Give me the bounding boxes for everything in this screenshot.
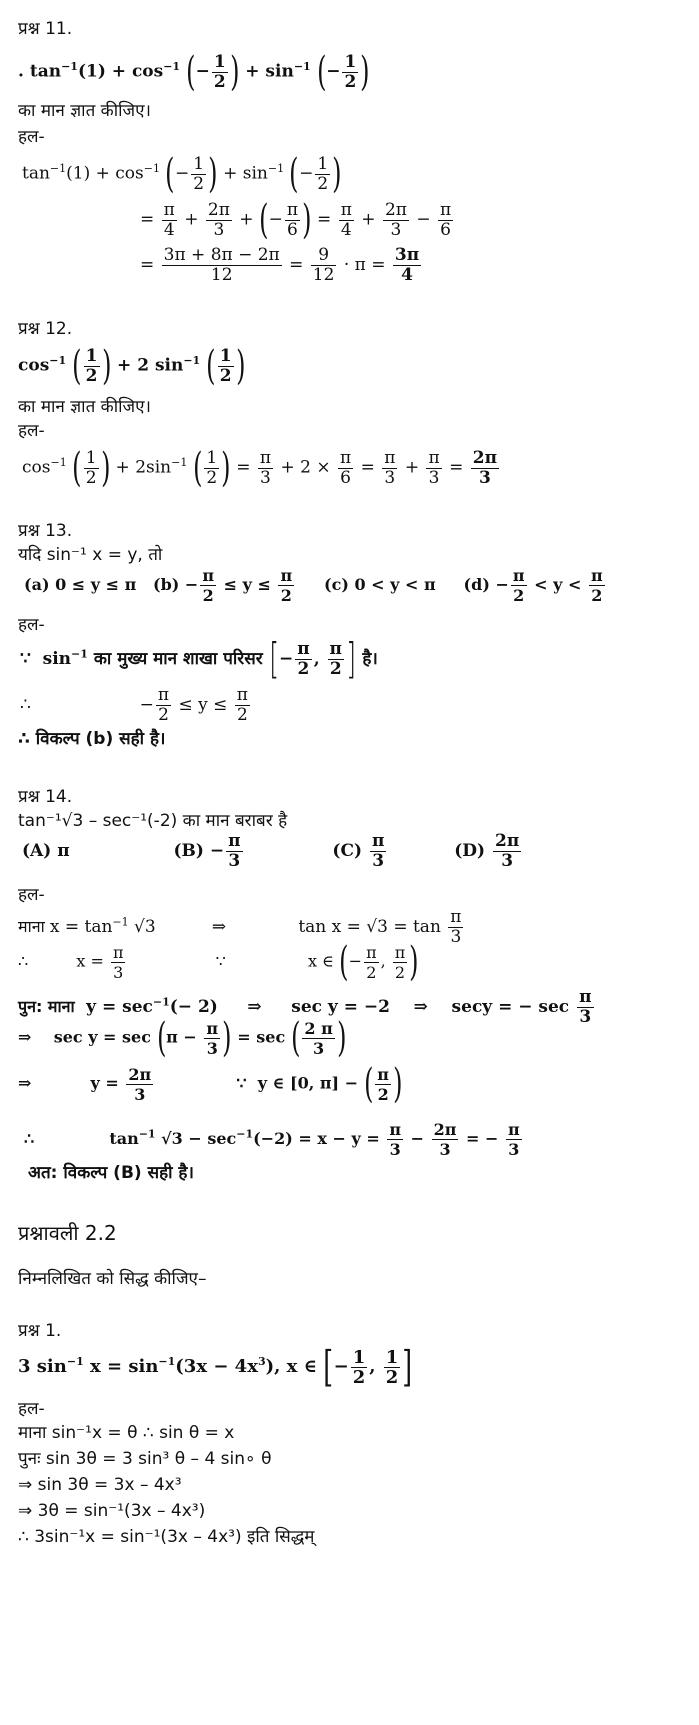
exercise-title: प्रश्नावली 2.2 (18, 1221, 117, 1245)
q14-let-text: माना (18, 917, 45, 936)
ex-q1-line-2: पुनः sin 3θ = 3 sin³ θ – 4 sin∘ θ (18, 1449, 272, 1469)
q14-line-2: ∴ x = $\frac{\pi}{3}$ ∵ x ∈ (− $\frac{\pi}{2}$ , $\frac{\pi}{2}$ ) (18, 939, 419, 985)
q13-option-a: (a) 0 ≤ y ≤ π (24, 575, 137, 594)
ex-q1-statement: 3 $\sin^{-1} x = \sin^{-1}(3x - 4x^3)$, x ∈ [− $\frac{1}{2}$ , $\frac{1}{2}$ ] (18, 1342, 413, 1391)
q13-therefore-line: ∴ − $\frac{\pi}{2}$ ≤ y ≤ $\frac{\pi}{2}$ (20, 685, 248, 725)
q14-solution-label: हल- (18, 885, 45, 905)
q14-options: (A) π (B) − $\frac{\pi}{3}$ (C) $\frac{\pi}{3}$ (D) $\frac{2\pi}{3}$ (22, 831, 520, 871)
q14-line-5: ⇒ y = $\frac{2\pi}{3}$ ∵ y ∈ [0, π] − ( $\frac{\pi}{2}$ ) (18, 1061, 403, 1107)
q14-option-a: (A) π (22, 841, 70, 861)
q13-conclusion: ∴ विकल्प (b) सही है। (18, 729, 166, 749)
q12-solution-label: हल- (18, 421, 45, 441)
ex-q1-line-5: ∴ 3sin⁻¹x = sin⁻¹(3x – 4x³) इति सिद्धम् (18, 1527, 315, 1547)
q14-line-6: ∴ $\tan^{-1} √3 - \sec^{-1}(-2) = x - y$ = $\frac{\pi}{3}$ − $\frac{2\pi}{3}$ = − $\frac{\pi}{3}$ (24, 1120, 520, 1159)
q12-title: प्रश्न 12. (18, 319, 73, 339)
q11-find-text: का मान ज्ञात कीजिए। (18, 101, 151, 121)
q14-line-4: ⇒ sec y = sec (π − $\frac{\pi}{3}$ ) = sec ( $\frac{2 \pi}{3}$ ) (18, 1015, 347, 1061)
q12-expression: $\cos^{-1}$ ( $\frac{1}{2}$ ) + 2 $\sin^{-1}$ ( $\frac{1}{2}$ ) (18, 343, 246, 389)
q14-line-3: पुन: माना $y = \sec^{-1}(- 2)$ ⇒ sec y = −2 ⇒ secy = − sec $\frac{\pi}{3}$ (18, 987, 592, 1027)
ex-q1-line-3: ⇒ sin 3θ = 3x – 4x³ (18, 1475, 182, 1495)
q13-statement: यदि sin⁻¹ x = y, तो (18, 545, 163, 565)
ex-q1-line-1: माना sin⁻¹x = θ ∴ sin θ = x (18, 1423, 235, 1443)
q13-reason-text: का मुख्य मान शाखा परिसर (93, 649, 263, 669)
q14-again-text: पुन: माना (18, 997, 75, 1016)
q13-title: प्रश्न 13. (18, 521, 73, 541)
q14-statement: tan⁻¹√3 – sec⁻¹(-2) का मान बराबर है (18, 811, 288, 831)
q13-solution-label: हल- (18, 615, 45, 635)
q14-conclusion: अत: विकल्प (B) सही है। (28, 1163, 194, 1183)
q14-title: प्रश्न 14. (18, 787, 73, 807)
q11-step-1: $\tan^{-1}(1) + \cos^{-1}$ (− $\frac{1}{2}$ ) + $\sin^{-1}$ (− $\frac{1}{2}$ ) (22, 151, 342, 197)
q13-reason-end: है। (362, 649, 378, 669)
exercise-instruction: निम्नलिखित को सिद्ध कीजिए– (18, 1269, 207, 1289)
q14-line-1: माना $x = \tan^{-1} √3$ ⇒ tan x = √3 = tan $\frac{\pi}{3}$ (18, 907, 462, 947)
q13-options: (a) 0 ≤ y ≤ π (b) − $\frac{\pi}{2}$ ≤ y ≤ $\frac{\pi}{2}$ (c) 0 < y < π (d) − $\frac{\pi}{2}$ < y < $\frac{\pi}{2}$ (24, 566, 603, 605)
q12-solution-line: $\cos^{-1}$ ( $\frac{1}{2}$ ) + $2\sin^{-1}$ ( $\frac{1}{2}$ ) = $\frac{\pi}{3}$ + 2 × $\frac{\pi}{6}$ = $\frac{\pi}{3}$ + $\frac{\pi}{3}$ = $\frac{2\pi}{3}$ (22, 445, 498, 491)
q11-expression: . $\tan^{-1}(1) + \cos^{-1}$ (− $\frac{1}{2}$ ) + $\sin^{-1}$ (− $\frac{1}{2}$ ) (18, 49, 370, 95)
q13-reason-line: ∵ $\sin^{-1}$ का मुख्य मान शाखा परिसर [− $\frac{\pi}{2}$ , $\frac{\pi}{2}$ ] है। (20, 634, 378, 683)
ex-q1-line-4: ⇒ 3θ = sin⁻¹(3x – 4x³) (18, 1501, 206, 1521)
q13-option-c: (c) 0 < y < π (324, 575, 436, 594)
q12-find-text: का मान ज्ञात कीजिए। (18, 397, 151, 417)
q11-step-2: = $\frac{\pi}{4}$ + $\frac{2\pi}{3}$ + (− $\frac{\pi}{6}$ ) = $\frac{\pi}{4}$ + $\frac{2\pi}{3}$ − $\frac{\pi}{6}$ (140, 197, 452, 243)
ex-q1-title: प्रश्न 1. (18, 1321, 62, 1341)
q11-solution-label: हल- (18, 127, 45, 147)
q11-step-3: = $\frac{3\pi + 8\pi - 2\pi}{12}$ = $\frac{9}{12}$ · π = $\frac{3\pi}{4}$ (140, 245, 420, 285)
ex-q1-solution-label: हल- (18, 1399, 45, 1419)
q11-title: प्रश्न 11. (18, 19, 73, 39)
